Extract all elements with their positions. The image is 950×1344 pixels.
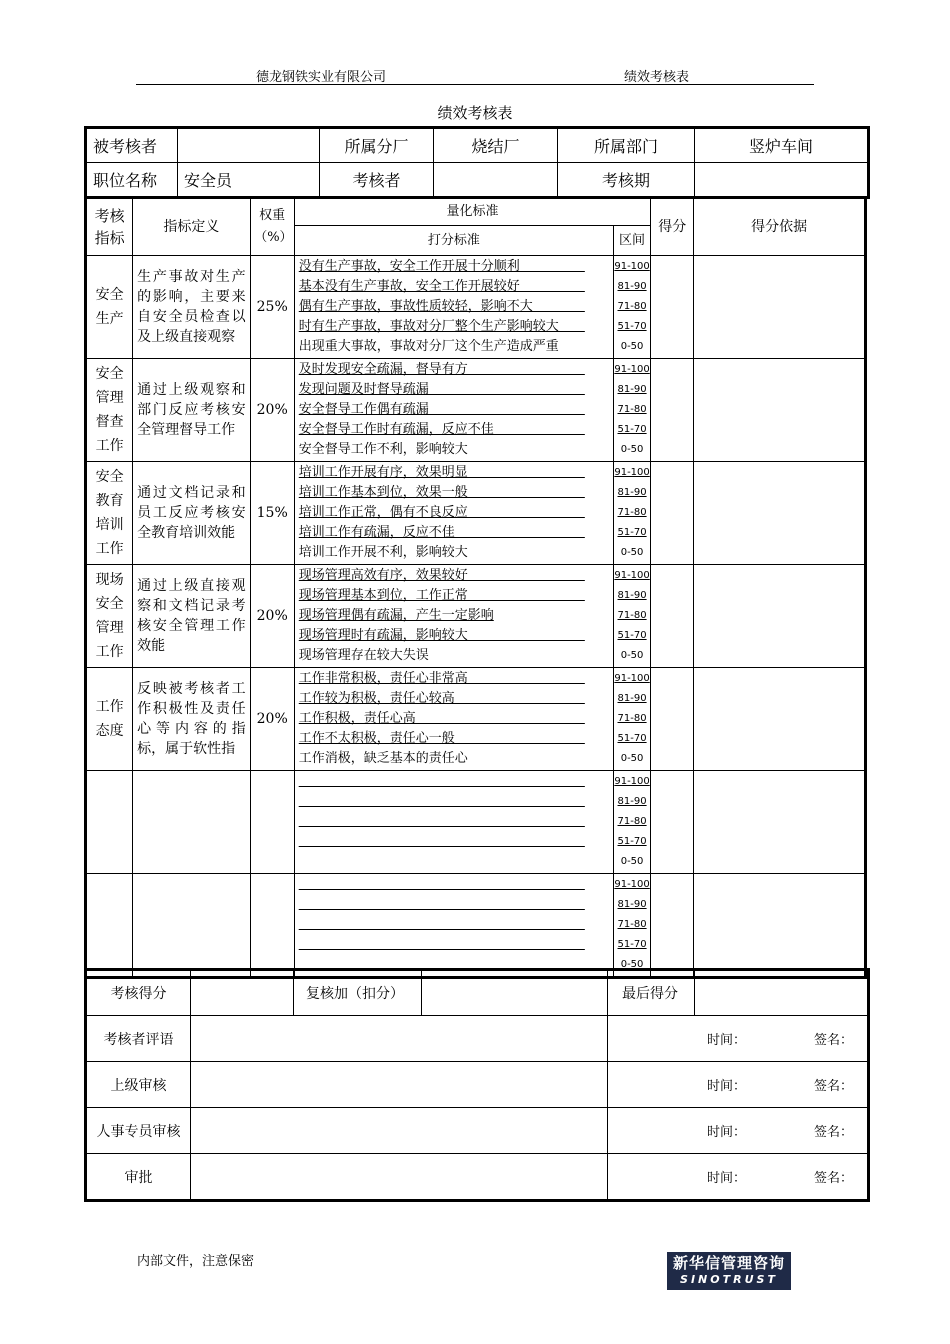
score-ranges [613,874,650,978]
score-cell[interactable] [651,359,694,462]
indicator-weight: 20% [250,565,294,668]
indicator-weight: 20% [250,668,294,771]
range-label: 51-70 [617,321,647,332]
range-label: 0-50 [620,753,644,764]
range-label: 51-70 [617,733,647,744]
approval-row [86,1154,869,1201]
criteria-line: 及时发现安全疏漏，督导有方＿＿＿＿＿＿＿＿＿ [298,362,585,377]
indicator-weight: 25% [250,256,294,359]
info-row-2 [86,163,869,198]
header-weight: 权重（%） [250,199,294,256]
indicator-weight: 15% [250,462,294,565]
label-superior-review: 上级审核 [86,1062,191,1108]
range-label: 0-50 [620,547,644,558]
criteria-line: ＿＿＿＿＿＿＿＿＿＿＿＿＿＿＿＿＿＿＿＿＿＿ [298,897,585,912]
range-label: 71-80 [617,610,647,621]
indicator-name: 安全教育培训工作 [86,462,133,565]
criteria-line: 培训工作正常，偶有不良反应＿＿＿＿＿＿＿＿＿ [298,505,585,520]
indicator-table [84,198,867,979]
indicator-row [86,256,866,359]
scoring-criteria [294,462,613,565]
field-appraiser-comment[interactable] [191,1016,608,1062]
criteria-line: 现场管理存在较大失误 [298,648,429,663]
basis-cell[interactable] [694,668,866,771]
indicator-row [86,668,866,771]
score-ranges [613,771,650,874]
scoring-criteria [294,565,613,668]
label-total-score: 考核得分 [86,970,191,1016]
indicator-name [86,874,133,978]
criteria-line: 没有生产事故，安全工作开展十分顺利＿＿＿＿＿ [298,259,585,274]
basis-cell[interactable] [694,462,866,565]
header-basis: 得分依据 [694,199,866,256]
score-cell[interactable] [651,771,694,874]
range-label: 51-70 [617,424,647,435]
table-header-row-1 [86,199,866,226]
indicator-definition: 通过上级观察和部门反应考核安全管理督导工作 [133,359,250,462]
indicator-row [86,874,866,978]
header-range: 区间 [613,226,650,256]
field-appraisee[interactable] [178,128,320,163]
field-appraiser[interactable] [434,163,558,198]
field-superior-review[interactable] [191,1062,608,1108]
confidential-note: 内部文件，注意保密 [137,1254,255,1269]
range-label: 0-50 [620,959,644,970]
indicator-rows [86,256,866,978]
indicator-row [86,462,866,565]
header-indicator: 考核指标 [86,199,133,256]
range-label: 91-100 [614,570,650,581]
field-final-score[interactable] [695,970,869,1016]
criteria-line: 安全督导工作偶有疏漏＿＿＿＿＿＿＿＿＿＿＿＿ [298,402,585,417]
range-label: 71-80 [617,507,647,518]
header-quant-standard: 量化标准 [294,199,650,226]
range-label: 51-70 [617,836,647,847]
indicator-name: 安全管理督查工作 [86,359,133,462]
time-label: 时间： [706,1171,746,1186]
label-position: 职位名称 [86,163,178,198]
summary-table [84,968,870,1202]
scoring-criteria [294,256,613,359]
criteria-line: 工作不太积极，责任心一般＿＿＿＿＿＿＿＿＿＿ [298,731,585,746]
criteria-line: ＿＿＿＿＿＿＿＿＿＿＿＿＿＿＿＿＿＿＿＿＿＿ [298,794,585,809]
criteria-line: 现场管理时有疏漏，影响较大＿＿＿＿＿＿＿＿＿ [298,628,585,643]
criteria-line: 工作消极，缺乏基本的责任心 [298,751,468,766]
range-label: 81-90 [617,487,647,498]
indicator-definition [133,771,250,874]
label-branch-plant: 所属分厂 [320,128,434,163]
indicator-definition: 生产事故对生产的影响，主要来自安全员检查以及上级直接观察 [133,256,250,359]
field-total-score[interactable] [191,970,294,1016]
indicator-weight [250,874,294,978]
score-cell[interactable] [651,668,694,771]
range-label: 91-100 [614,673,650,684]
range-label: 91-100 [614,364,650,375]
basis-cell[interactable] [694,565,866,668]
range-label: 81-90 [617,899,647,910]
range-label: 0-50 [620,341,644,352]
score-cell[interactable] [651,256,694,359]
range-label: 51-70 [617,939,647,950]
range-label: 81-90 [617,693,647,704]
basis-cell[interactable] [694,256,866,359]
score-ranges [613,359,650,462]
indicator-weight [250,771,294,874]
criteria-line: 时有生产事故，事故对分厂整个生产影响较大＿＿ [298,319,585,334]
criteria-line [295,852,613,872]
range-label: 71-80 [617,713,647,724]
sinotrust-logo [667,1252,791,1290]
range-label: 71-80 [617,919,647,930]
criteria-line: 发现问题及时督导疏漏＿＿＿＿＿＿＿＿＿＿＿＿ [298,382,585,397]
info-table [84,126,870,199]
range-label: 71-80 [617,816,647,827]
header-scoring-standard: 打分标准 [294,226,613,256]
sign-label: 签名： [813,1033,853,1048]
score-ranges [613,668,650,771]
range-label: 91-100 [614,879,650,890]
label-final-score: 最后得分 [608,970,695,1016]
indicator-definition [133,874,250,978]
criteria-line: 培训工作开展不利，影响较大 [298,545,468,560]
range-label: 91-100 [614,261,650,272]
label-review-adjust: 复核加（扣分） [294,970,422,1016]
approval-row [86,1016,869,1062]
logo-en-text: SINOTRUST [680,1273,778,1286]
criteria-line: 现场管理高效有序，效果较好＿＿＿＿＿＿＿＿＿ [298,568,585,583]
criteria-line: ＿＿＿＿＿＿＿＿＿＿＿＿＿＿＿＿＿＿＿＿＿＿ [298,774,585,789]
criteria-line: ＿＿＿＿＿＿＿＿＿＿＿＿＿＿＿＿＿＿＿＿＿＿ [298,814,585,829]
label-appraiser: 考核者 [320,163,434,198]
summary-row [86,970,869,1016]
indicator-row [86,565,866,668]
field-position[interactable]: 安全员 [178,163,320,198]
score-cell[interactable] [651,874,694,978]
criteria-line: 基本没有生产事故，安全工作开展较好＿＿＿＿＿ [298,279,585,294]
header-definition: 指标定义 [133,199,250,256]
label-appraiser-comment: 考核者评语 [86,1016,191,1062]
basis-cell[interactable] [694,771,866,874]
criteria-line: 出现重大事故，事故对分厂这个生产造成严重 [298,339,559,354]
indicator-name [86,771,133,874]
indicator-row [86,359,866,462]
label-period: 考核期 [558,163,695,198]
criteria-line: 偶有生产事故，事故性质较轻，影响不大＿＿＿＿ [298,299,585,314]
range-label: 81-90 [617,281,647,292]
label-hr-review: 人事专员审核 [86,1108,191,1154]
field-review-adjust[interactable] [422,970,608,1016]
criteria-line: 现场管理偶有疏漏，产生一定影响 [298,608,494,623]
label-department: 所属部门 [558,128,695,163]
range-label: 0-50 [620,856,644,867]
approval-row [86,1108,869,1154]
company-name: 德龙钢铁实业有限公司 [256,70,387,85]
range-label: 81-90 [617,384,647,395]
scoring-criteria [294,874,613,978]
field-hr-review[interactable] [191,1108,608,1154]
range-label: 81-90 [617,796,647,807]
score-cell[interactable] [651,565,694,668]
range-label: 81-90 [617,590,647,601]
range-label: 91-100 [614,776,650,787]
sign-label: 签名： [813,1125,853,1140]
label-final-approval: 审批 [86,1154,191,1201]
criteria-line: 安全督导工作不利，影响较大 [298,442,468,457]
range-label: 71-80 [617,404,647,415]
field-department[interactable]: 竖炉车间 [695,128,869,163]
indicator-name: 工作态度 [86,668,133,771]
criteria-line: 安全督导工作时有疏漏，反应不佳＿＿＿＿＿＿＿ [298,422,585,437]
criteria-line: ＿＿＿＿＿＿＿＿＿＿＿＿＿＿＿＿＿＿＿＿＿＿ [298,917,585,932]
field-branch-plant[interactable]: 烧结厂 [434,128,558,163]
scoring-criteria [294,668,613,771]
criteria-line: ＿＿＿＿＿＿＿＿＿＿＿＿＿＿＿＿＿＿＿＿＿＿ [298,834,585,849]
page-header [136,64,814,85]
score-cell[interactable] [651,462,694,565]
document-type: 绩效考核表 [624,70,690,85]
time-label: 时间： [706,1125,746,1140]
time-label: 时间： [706,1079,746,1094]
score-ranges [613,565,650,668]
signature-block[interactable] [608,1062,869,1108]
header-score: 得分 [651,199,694,256]
scoring-criteria [294,771,613,874]
indicator-definition: 通过文档记录和员工反应考核安全教育培训效能 [133,462,250,565]
page-title: 绩效考核表 [437,104,513,122]
criteria-line: 工作非常积极，责任心非常高＿＿＿＿＿＿＿＿＿ [298,671,585,686]
label-appraisee: 被考核者 [86,128,178,163]
score-ranges [613,256,650,359]
criteria-line: 培训工作开展有序，效果明显＿＿＿＿＿＿＿＿＿ [298,465,585,480]
range-label: 0-50 [620,650,644,661]
approval-row [86,1062,869,1108]
range-label: 91-100 [614,467,650,478]
criteria-line: 工作较为积极，责任心较高＿＿＿＿＿＿＿＿＿＿ [298,691,585,706]
signature-block[interactable] [608,1108,869,1154]
indicator-name: 现场安全管理工作 [86,565,133,668]
range-label: 0-50 [620,444,644,455]
criteria-line: 培训工作基本到位，效果一般＿＿＿＿＿＿＿＿＿ [298,485,585,500]
indicator-row [86,771,866,874]
indicator-weight: 20% [250,359,294,462]
time-label: 时间： [706,1033,746,1048]
field-final-approval[interactable] [191,1154,608,1201]
range-label: 51-70 [617,527,647,538]
info-row-1 [86,128,869,163]
range-label: 51-70 [617,630,647,641]
criteria-line: 现场管理基本到位，工作正常＿＿＿＿＿＿＿＿＿ [298,588,585,603]
signature-block[interactable] [608,1016,869,1062]
basis-cell[interactable] [694,874,866,978]
sign-label: 签名： [813,1171,853,1186]
range-label: 71-80 [617,301,647,312]
scoring-criteria [294,359,613,462]
sign-label: 签名： [813,1079,853,1094]
basis-cell[interactable] [694,359,866,462]
indicator-definition: 通过上级直接观察和文档记录考核安全管理工作效能 [133,565,250,668]
indicator-name: 安全生产 [86,256,133,359]
criteria-line: 工作积极，责任心高＿＿＿＿＿＿＿＿＿＿＿＿＿ [298,711,585,726]
criteria-line: ＿＿＿＿＿＿＿＿＿＿＿＿＿＿＿＿＿＿＿＿＿＿ [298,937,585,952]
criteria-line: 培训工作有疏漏，反应不佳＿＿＿＿＿＿＿＿＿＿ [298,525,585,540]
signature-block[interactable] [608,1154,869,1201]
field-period[interactable] [695,163,869,198]
criteria-line: ＿＿＿＿＿＿＿＿＿＿＿＿＿＿＿＿＿＿＿＿＿＿ [298,877,585,892]
logo-cn-text: 新华信管理咨询 [672,1254,785,1272]
indicator-definition: 反映被考核者工作积极性及责任心等内容的指标，属于软性指 [133,668,250,771]
score-ranges [613,462,650,565]
